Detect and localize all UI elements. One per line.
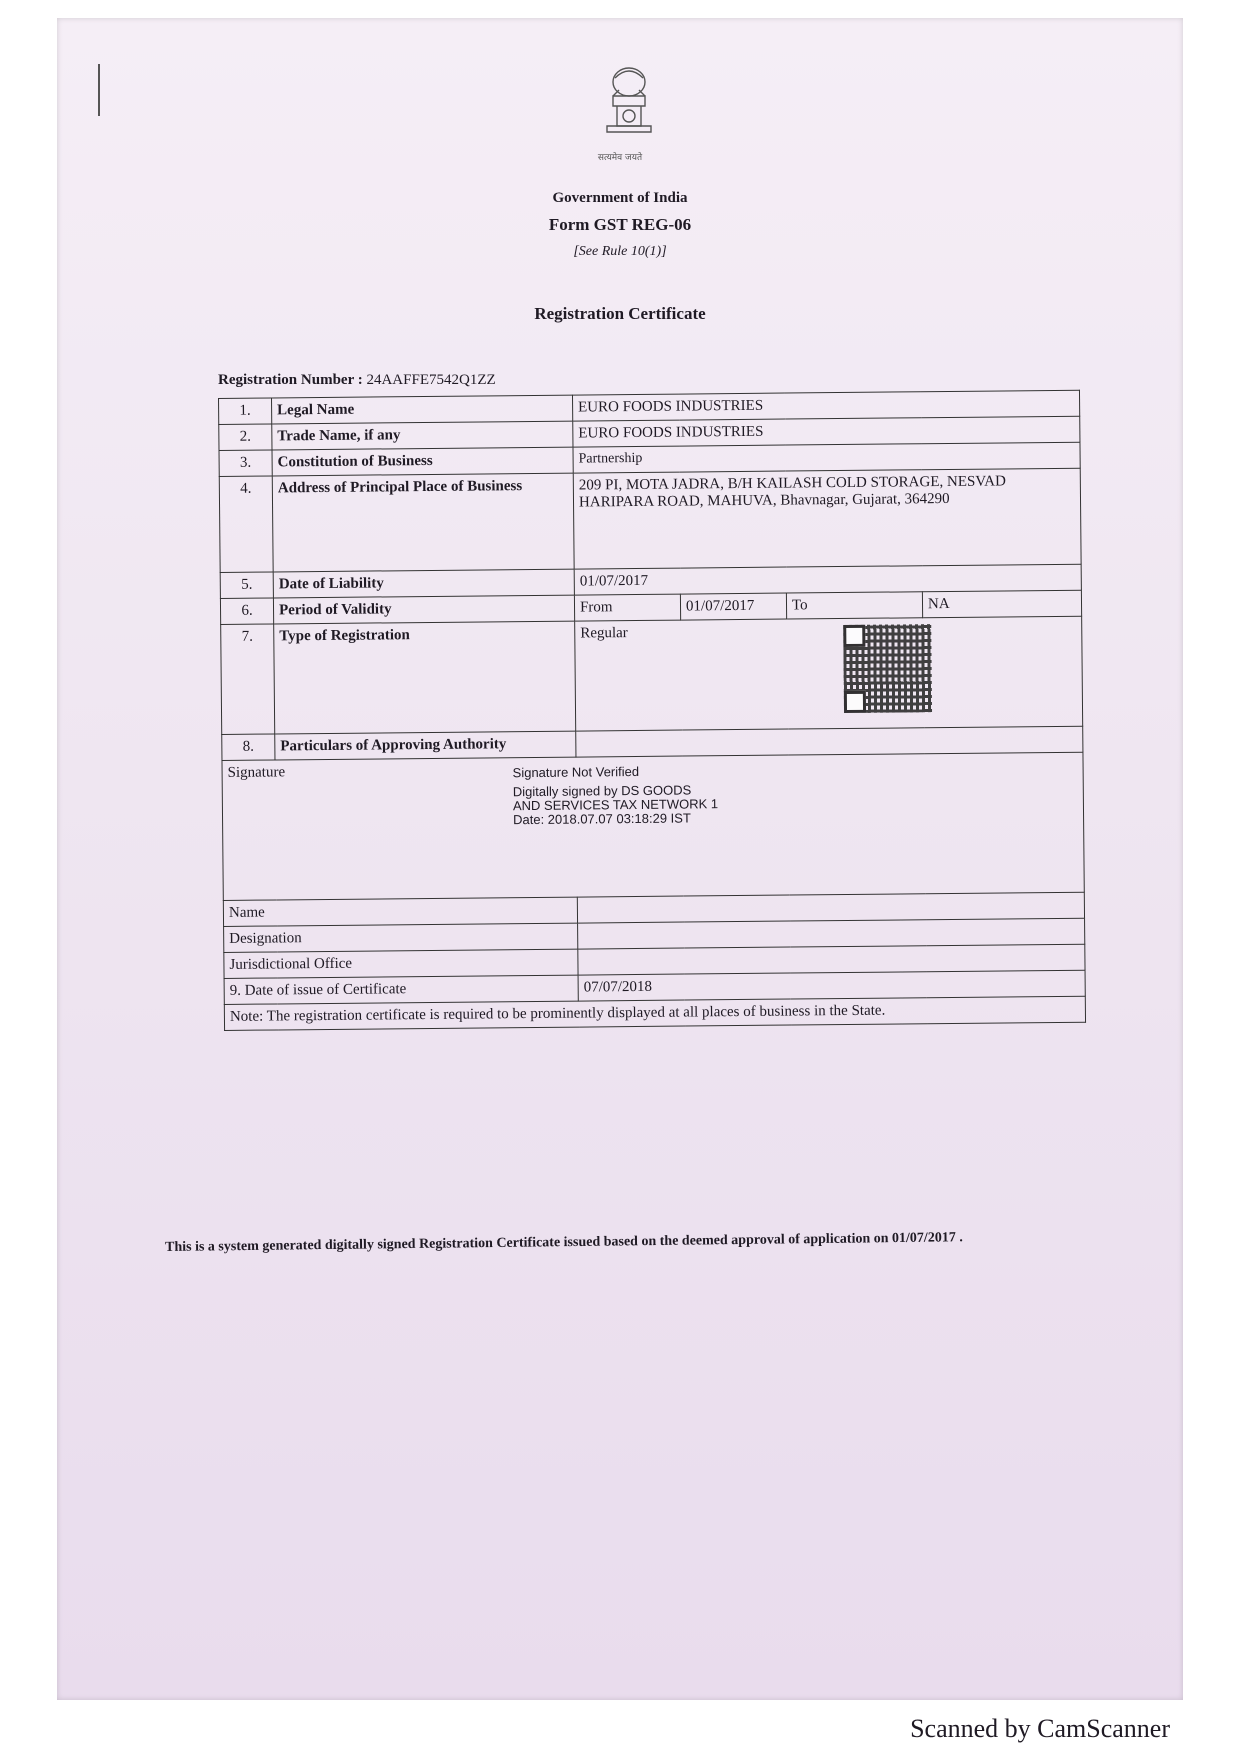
row-label: Particulars of Approving Authority (275, 731, 576, 760)
row-label: Type of Registration (274, 621, 576, 734)
scanner-watermark: Scanned by CamScanner (910, 1714, 1170, 1743)
authority-label: Designation (224, 923, 578, 952)
table-row (221, 616, 1083, 734)
row-value: Regular (580, 625, 628, 642)
row-number: 4. (219, 476, 273, 573)
registration-type-cell (575, 616, 1083, 731)
registration-number-label: Registration Number : (218, 372, 363, 388)
row-value: EURO FOODS INDUSTRIES (573, 416, 1080, 447)
row-value: 209 PI, MOTA JADRA, B/H KAILASH COLD STORAGE, NESVAD HARIPARA ROAD, MAHUVA, Bhavnagar, Gujarat, 364290 (573, 468, 1081, 569)
national-emblem-icon (593, 60, 665, 160)
validity-to-value: NA (922, 590, 1081, 618)
row-number: 5. (220, 572, 273, 599)
rule-reference: [See Rule 10(1)] (573, 244, 667, 259)
row-value: Partnership (573, 442, 1080, 473)
row-label: Date of Liability (273, 569, 574, 598)
issue-date-value: 07/07/2018 (578, 970, 1085, 1001)
signature-status: Signature Not Verified (512, 763, 640, 781)
row-number: 3. (219, 450, 272, 477)
table-row (219, 468, 1081, 572)
paper-crease (98, 64, 100, 116)
signature-date: Date: 2018.07.07 03:18:29 IST (512, 810, 691, 828)
row-label: Legal Name (272, 395, 573, 424)
row-label: Constitution of Business (272, 447, 573, 476)
authority-label: Name (223, 897, 577, 926)
row-number: 8. (222, 734, 275, 761)
emblem-caption: सत्यमेव जयते (597, 153, 643, 163)
row-label: Trade Name, if any (272, 421, 573, 450)
signature-label: Signature (227, 764, 286, 781)
authority-label: 9. Date of issue of Certificate (224, 975, 578, 1004)
digital-signature-block (513, 764, 719, 827)
row-number: 2. (219, 424, 272, 451)
certificate-title: Registration Certificate (534, 304, 706, 323)
row-number: 7. (221, 624, 275, 735)
row-value: EURO FOODS INDUSTRIES (572, 390, 1079, 421)
registration-number-value: 24AAFFE7542Q1ZZ (366, 372, 496, 388)
signature-row (222, 752, 1084, 900)
certificate-table-wrap (218, 390, 1086, 1031)
display-note: Note: The registration certificate is required to be prominently displayed at all places of business in the State. (224, 996, 1085, 1030)
certificate-table (218, 390, 1086, 1031)
government-heading: Government of India (552, 190, 688, 206)
signature-cell (222, 752, 1084, 900)
registration-number-line (218, 372, 496, 389)
validity-to-label: To (786, 592, 922, 619)
row-value: 01/07/2017 (574, 564, 1081, 595)
signature-signer-line1: Digitally signed by DS GOODS (512, 782, 692, 800)
row-label: Period of Validity (273, 595, 574, 624)
form-heading: Form GST REG-06 (548, 215, 692, 234)
authority-label: Jurisdictional Office (224, 949, 578, 978)
row-number: 1. (219, 398, 272, 425)
signature-signer-line2: AND SERVICES TAX NETWORK 1 (512, 796, 719, 814)
system-generated-notice: This is a system generated digitally signed Registration Certificate issued based on the deemed approval of application on 01/07/2017 . (165, 1230, 963, 1255)
qr-code-icon (843, 624, 932, 713)
row-label: Address of Principal Place of Business (272, 473, 574, 572)
validity-from-label: From (574, 594, 680, 621)
row-number: 6. (220, 598, 273, 625)
validity-from-value: 01/07/2017 (680, 593, 786, 620)
